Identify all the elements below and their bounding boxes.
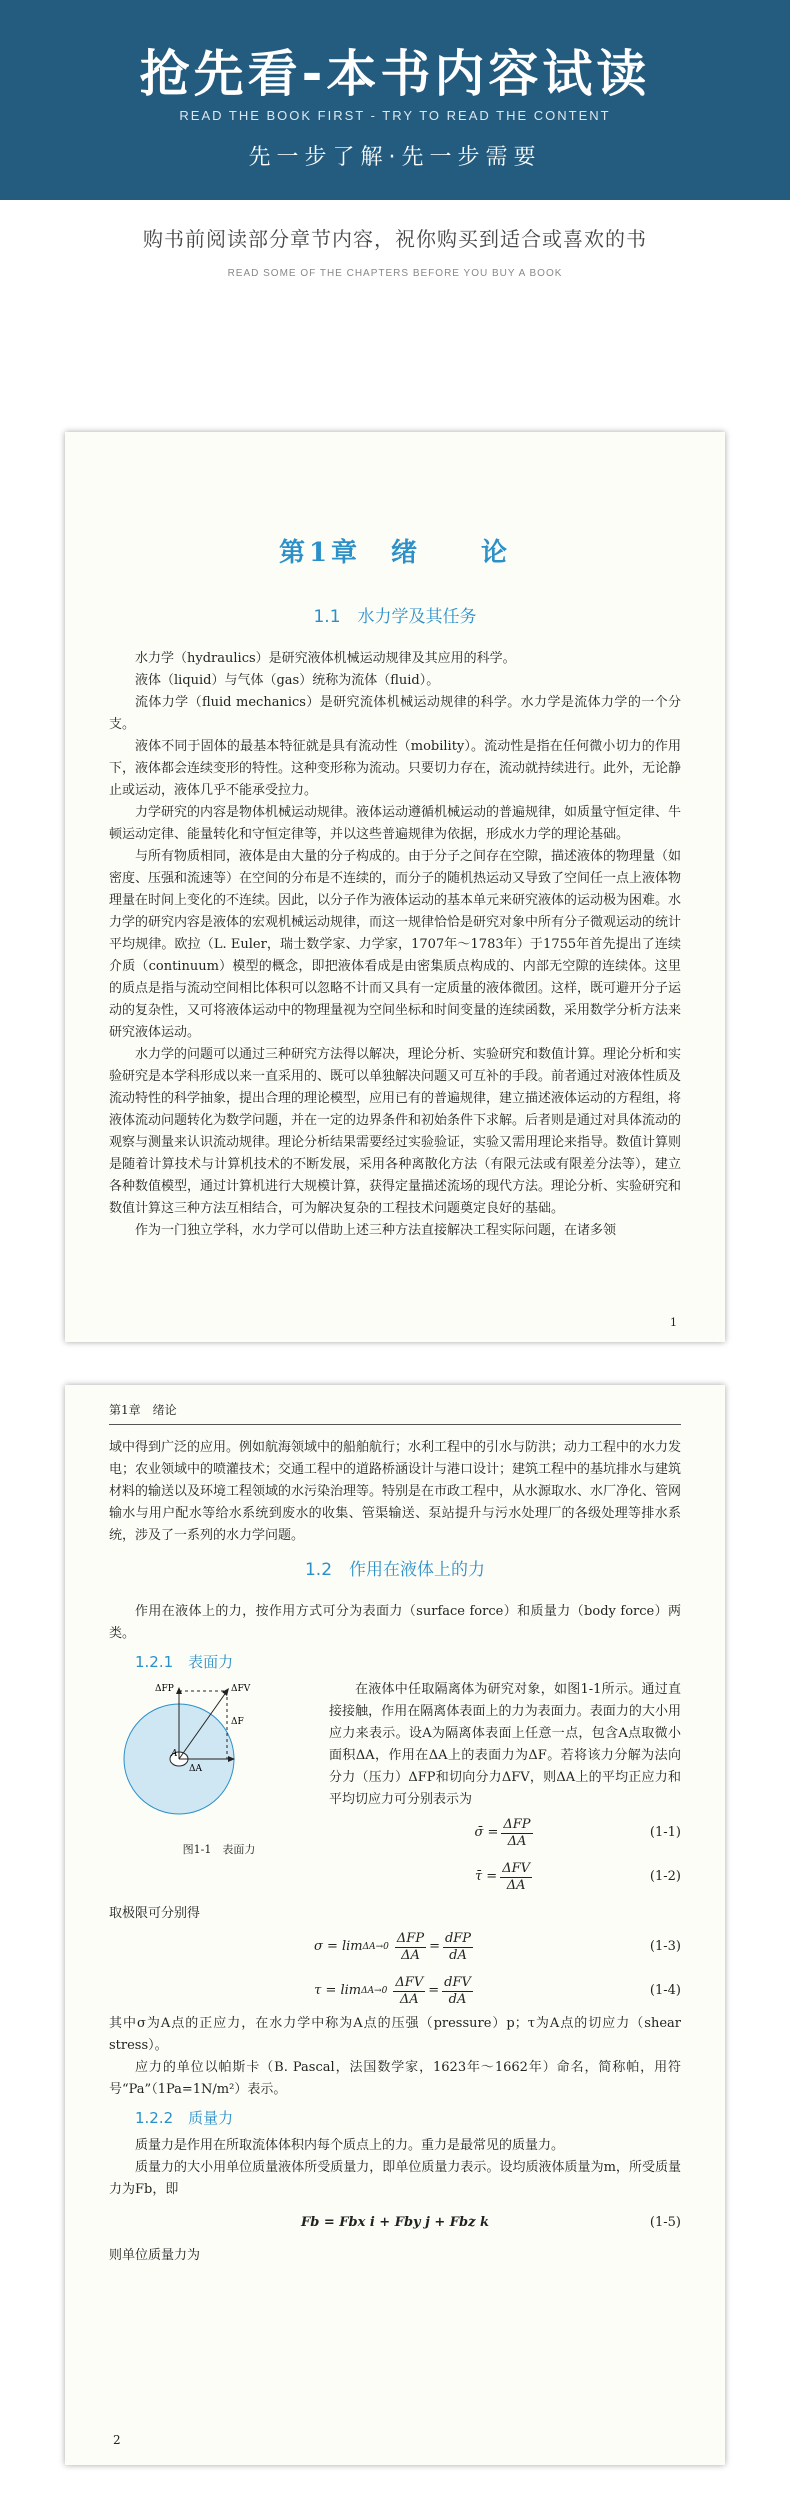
banner-slogan: 先一步了解·先一步需要 (248, 145, 542, 170)
page-number: 1 (670, 1316, 677, 1329)
surface-force-diagram (109, 1679, 319, 1829)
fraction (395, 1931, 426, 1964)
paragraph: 则单位质量力为 (109, 2248, 201, 2263)
paragraph: 取极限可分别得 (109, 1906, 201, 1921)
limit-subscript: ΔA→0 (362, 1942, 389, 1952)
denominator: dA (449, 1947, 467, 1963)
equation-1-4 (109, 1969, 681, 2013)
label-a: A (171, 1749, 178, 1759)
paragraph: 质量力的大小用单位质量液体所受质量力，即单位质量力表示。设均质液体质量为m，所受质量力为Fb，即 (109, 2160, 681, 2197)
paragraph: 水力学的问题可以通过三种研究方法得以解决，理论分析、实验研究和数值计算。理论分析和实验研究是本学科形成以来一直采用的、既可以单独解决问题又可互补的手段。前者通过对液体性质及流动特性的科学抽象，提出合理的理论模型，应用已有的普遍规律，建立描述液体运动的方程组，将液体流动问题转化为数学问题，并在一定的边界条件和初始条件下求解。后者则是通过对具体流动的观察与测量来认识流动规律。理论分析结果需要经过实验验证，实验又需用理论来指导。数值计算则是随着计算技术与计算机技术的不断发展，采用各种离散化方法（有限元法或有限差分法等），建立各种数值模型，通过计算机进行大规模计算，获得定量描述流场的现代方法。理论分析、实验研究和数值计算这三种方法互相结合，可为解决复杂的工程技术问题奠定良好的基础。 (109, 1047, 682, 1216)
equation-1-1 (329, 1811, 681, 1855)
equation-number: (1-5) (649, 2215, 681, 2230)
eq-lhs: τ = lim (314, 1983, 362, 1998)
equation-1-2 (329, 1855, 681, 1899)
label-f: ΔF (231, 1717, 244, 1727)
eq-lhs: σ = lim (313, 1939, 363, 1954)
paragraph: 作为一门独立学科，水力学可以借助上述三种方法直接解决工程实际问题，在诸多领 (135, 1223, 617, 1238)
section-title: 1.2 作用在液体上的力 (304, 1560, 486, 1580)
fraction (393, 1975, 425, 2008)
page-number: 2 (113, 2433, 121, 2447)
numerator: ΔFV (395, 1974, 424, 1990)
fraction (500, 1861, 532, 1894)
banner (0, 0, 790, 200)
paragraph: 其中σ为A点的正应力，在水力学中称为A点的压强（pressure）p；τ为A点的切应力（shear stress）。 (109, 2016, 681, 2053)
banner-title: 抢先看-本书内容试读 (139, 45, 651, 103)
paragraph: 在液体中任取隔离体为研究对象，如图1-1所示。通过直接接触，作用在隔离体表面上的力为表面力。表面力的大小用应力来表示。设A为隔离体表面上任意一点，包含A点取微小面积ΔA，作用在ΔA上的表面力为ΔF。若将该力分解为法向分力（压力）ΔFP和切向分力ΔFV，则ΔA上的平均正应力和平均切应力可分别表示为 (329, 1682, 681, 1807)
paragraph: 质量力是作用在所取流体体积内每个质点上的力。重力是最常见的质量力。 (135, 2138, 565, 2153)
fraction (443, 1931, 473, 1964)
intro-subtitle: READ SOME OF THE CHAPTERS BEFORE YOU BUY A BOOK (227, 268, 563, 279)
book-page-2 (65, 1385, 725, 2465)
paragraph: 水力学（hydraulics）是研究液体机械运动规律及其应用的科学。 (135, 651, 516, 666)
fraction (442, 1975, 473, 2008)
denominator: ΔA (507, 1833, 527, 1849)
paragraph: 作用在液体上的力，按作用方式可分为表面力（surface force）和质量力（body force）两类。 (109, 1604, 681, 1641)
eq-lhs: σ̄ = (474, 1825, 499, 1840)
equation-number: (1-4) (649, 1983, 681, 1998)
eq-lhs: τ̄ = (474, 1869, 498, 1884)
fraction (501, 1817, 532, 1850)
figure-block (109, 1679, 681, 1899)
paragraph: 液体（liquid）与气体（gas）统称为流体（fluid）。 (135, 673, 440, 688)
denominator: dA (448, 1991, 467, 2007)
label-da: ΔA (189, 1764, 202, 1774)
numerator: ΔFP (503, 1816, 531, 1832)
figure-caption: 图1-1 表面力 (182, 1843, 256, 1856)
chapter-title: 第1章 绪 论 (278, 538, 512, 568)
eq-body: Fb = Fbx i + Fby j + Fbz k (300, 2215, 490, 2230)
equals-sign: = (429, 1939, 440, 1954)
running-head: 第1章 绪论 (109, 1399, 681, 1425)
paragraph: 力学研究的内容是物体机械运动规律。液体运动遵循机械运动的普遍规律，如质量守恒定律、牛顿运动定律、能量转化和守恒定律等，并以这些普遍规律为依据，形成水力学的理论基础。 (109, 805, 682, 842)
label-fp: ΔFP (155, 1684, 174, 1694)
figure-side-text (329, 1679, 681, 1899)
numerator: ΔFP (396, 1930, 425, 1946)
numerator: dFP (444, 1930, 472, 1946)
banner-subtitle: READ THE BOOK FIRST - TRY TO READ THE CONTENT (179, 108, 611, 123)
equation-number: (1-3) (649, 1939, 681, 1954)
equation-number: (1-1) (649, 1825, 681, 1840)
equation-1-5 (109, 2201, 681, 2245)
equals-sign: = (428, 1983, 440, 1998)
section-title: 1.1 水力学及其任务 (313, 607, 477, 627)
paragraph: 与所有物质相同，液体是由大量的分子构成的。由于分子之间存在空隙，描述液体的物理量（如密度、压强和流速等）在空间的分布是不连续的，而分子的随机热运动又导致了空间任一点上液体物理量在时间上变化的不连续。因此，以分子作为液体运动的基本单元来研究液体的运动极为困难。水力学的研究内容是液体的宏观机械运动规律，而这一规律恰恰是研究对象中所有分子微观运动的统计平均规律。欧拉（L. Euler，瑞士数学家、力学家，1707年～1783年）于1755年首先提出了连续介质（continuum）模型的概念，即把液体看成是由密集质点构成的、内部无空隙的连续体。这里的质点是指与流动空间相比体积可以忽略不计而又具有一定质量的液体微团。这样，既可避开分子运动的复杂性，又可将液体运动中的物理量视为空间坐标和时间变量的连续函数，采用数学分析方法来研究液体运动。 (109, 849, 682, 1040)
numerator: dFV (444, 1974, 471, 1990)
numerator: ΔFV (502, 1860, 530, 1876)
equation-1-3 (109, 1925, 681, 1969)
intro-text: 购书前阅读部分章节内容，祝你购买到适合或喜欢的书 (143, 227, 647, 251)
paragraph: 液体不同于固体的最基本特征就是具有流动性（mobility）。流动性是指在任何微小切力的作用下，液体都会连续变形的特性。这种变形称为流动。只要切力存在，流动就持续进行。此外，无论静止或运动，液体几乎不能承受拉力。 (109, 739, 682, 798)
book-page-1 (65, 432, 725, 1342)
equation-number: (1-2) (649, 1869, 681, 1884)
limit-subscript: ΔA→0 (361, 1986, 388, 1996)
label-fv: ΔFV (231, 1684, 251, 1694)
subsection-title: 1.2.1 表面力 (135, 1653, 234, 1671)
denominator: ΔA (506, 1877, 526, 1893)
paragraph: 域中得到广泛的应用。例如航海领域中的船舶航行；水利工程中的引水与防洪；动力工程中的水力发电；农业领域中的喷灌技术；交通工程中的道路桥涵设计与港口设计；建筑工程中的基坑排水与建筑材料的输送以及环境工程领域的水污染治理等。特别是在市政工程中，从水源取水、水厂净化、管网输水与用户配水等给水系统到废水的收集、管渠输送、泵站提升与污水处理厂的各级处理等排水系统，涉及了一系列的水力学问题。 (109, 1440, 682, 1543)
figure-1-1 (109, 1679, 329, 1899)
paragraph: 应力的单位以帕斯卡（B. Pascal，法国数学家，1623年～1662年）命名，简称帕，用符号“Pa”（1Pa=1N/m²）表示。 (109, 2060, 681, 2097)
denominator: ΔA (399, 1991, 419, 2007)
paragraph: 流体力学（fluid mechanics）是研究流体机械运动规律的科学。水力学是流体力学的一个分支。 (109, 695, 681, 732)
subsection-title: 1.2.2 质量力 (135, 2109, 234, 2127)
denominator: ΔA (401, 1947, 420, 1963)
